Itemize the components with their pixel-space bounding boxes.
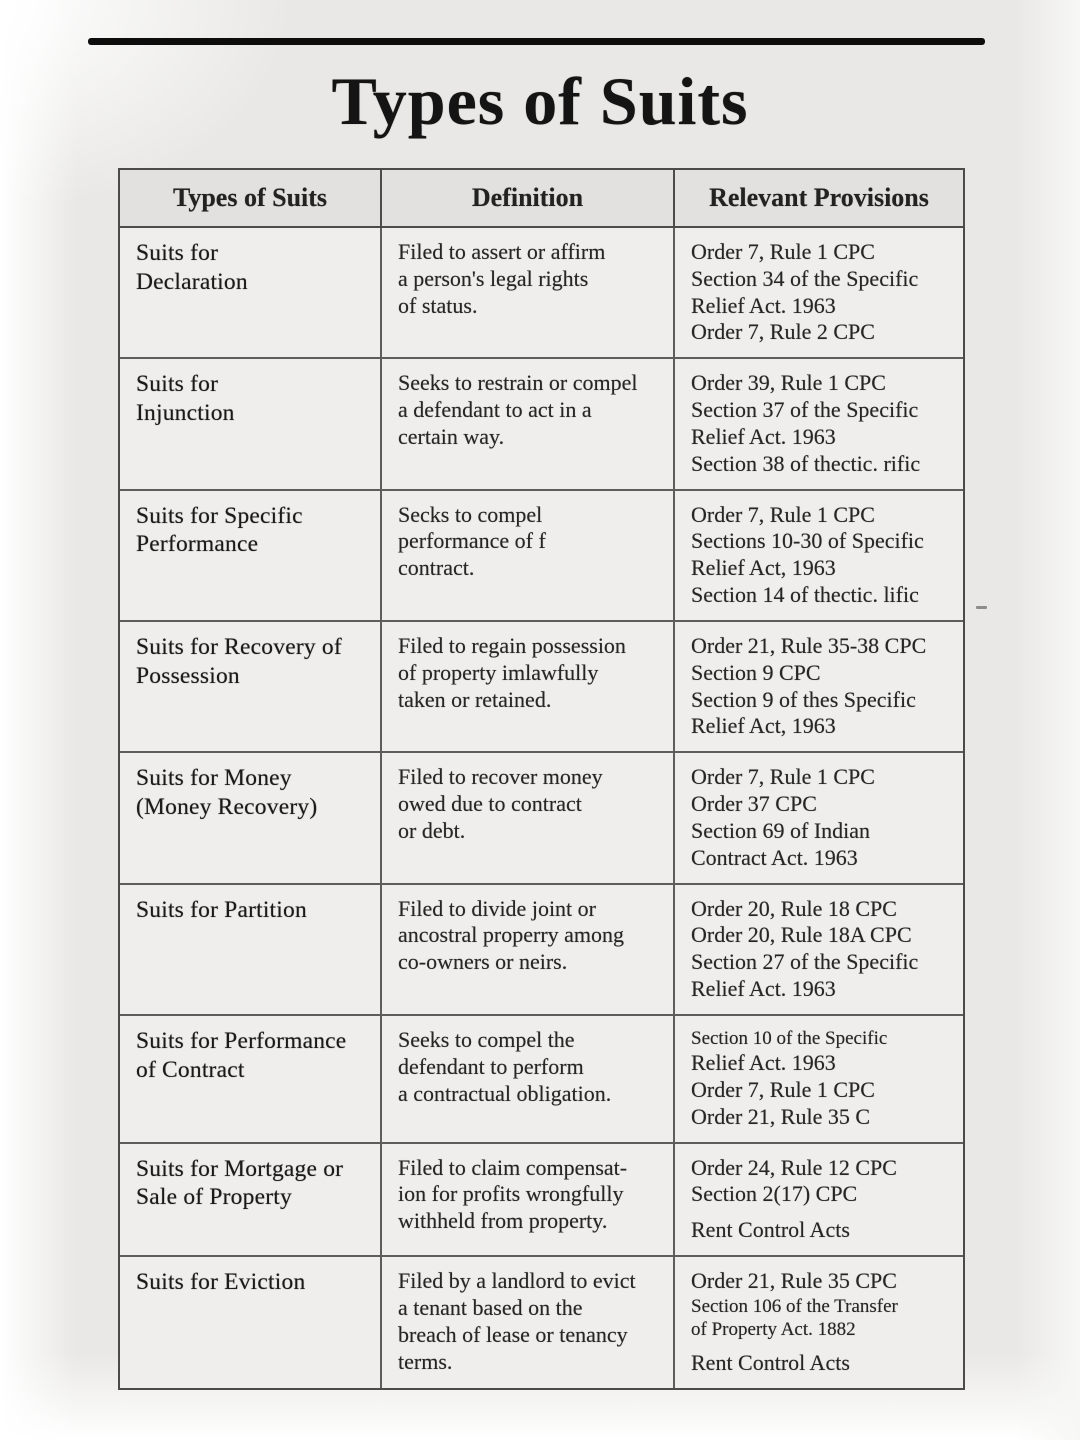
text-line: Filed by a landlord to evict	[398, 1268, 636, 1294]
text-line: ion for profits wrongfully	[398, 1181, 624, 1207]
text-line: Section 10 of the Specific	[691, 1027, 888, 1049]
text-line: Section 106 of the Transfer	[691, 1295, 898, 1317]
text-line: a tenant based on the	[398, 1294, 583, 1320]
text-line: Order 7, Rule 2 CPC	[691, 319, 875, 345]
table-row	[120, 491, 963, 622]
cell-type	[120, 1257, 382, 1388]
text-line: performance of f	[398, 528, 546, 554]
text-line: Contract Act. 1963	[691, 844, 858, 870]
text-line: Section 34 of the Specific	[691, 265, 919, 291]
column-header-types: Types of Suits	[120, 170, 382, 226]
cell-type	[120, 359, 382, 488]
text-line: Section 9 of thes Specific	[691, 686, 916, 712]
text-line: Order 21, Rule 35 C	[691, 1103, 871, 1129]
text-line: Relief Act. 1963	[691, 423, 836, 449]
text-line: Filed to assert or affirm	[398, 239, 606, 264]
text-line: Section 69 of Indian	[691, 817, 871, 843]
text-line: Injunction	[136, 399, 235, 426]
table-row	[120, 753, 963, 884]
cell-provisions	[675, 753, 963, 882]
text-line: Relief Act. 1963	[691, 292, 836, 318]
column-header-definition: Definition	[382, 170, 675, 226]
text-line: Seeks to restrain or compel	[398, 370, 638, 396]
cell-definition	[382, 885, 675, 1014]
cell-definition	[382, 1016, 675, 1142]
text-line: Filed to claim compensat-	[398, 1154, 628, 1180]
suits-table	[118, 168, 965, 1390]
cell-type	[120, 491, 382, 620]
text-line: Order 39, Rule 1 CPC	[691, 370, 886, 396]
top-rule	[88, 38, 985, 45]
text-line: Order 7, Rule 1 CPC	[691, 764, 875, 790]
cell-provisions	[675, 1257, 963, 1388]
text-line: Suits for Eviction	[136, 1269, 306, 1296]
text-line: breach of lease or tenancy	[398, 1321, 628, 1347]
text-line: Performance	[136, 531, 259, 558]
text-line: a contractual obligation.	[398, 1080, 612, 1106]
cell-provisions	[675, 885, 963, 1014]
text-line: contract.	[398, 555, 475, 581]
text-line: Order 24, Rule 12 CPC	[691, 1154, 897, 1180]
cell-type	[120, 885, 382, 1014]
table-row	[120, 1257, 963, 1388]
text-line: Order 21, Rule 35 CPC	[691, 1268, 897, 1294]
text-line: a defendant to act in a	[398, 397, 592, 423]
text-line: of Contract	[136, 1056, 245, 1083]
table-row	[120, 1144, 963, 1257]
text-line: Relief Act. 1963	[691, 1050, 836, 1076]
text-line: Filed to regain possession	[398, 632, 626, 658]
text-line: of status.	[398, 292, 478, 318]
text-line: a person's legal rights	[398, 265, 589, 291]
cell-provisions	[675, 1016, 963, 1142]
dash-artifact	[976, 606, 987, 609]
table-row	[120, 359, 963, 490]
text-line: owed due to contract	[398, 791, 582, 817]
text-line: taken or retained.	[398, 686, 552, 712]
cell-type	[120, 1144, 382, 1255]
text-line: Suits for	[136, 371, 219, 398]
table-header-row	[120, 170, 963, 228]
text-line: Relief Act, 1963	[691, 555, 836, 581]
text-line: Suits for	[136, 240, 219, 266]
cell-definition	[382, 622, 675, 751]
text-line: Sections 10-30 of Specific	[691, 528, 924, 554]
text-line: of Property Act. 1882	[691, 1319, 856, 1341]
cell-provisions	[675, 491, 963, 620]
page-title: Types of Suits	[331, 63, 749, 139]
table-row	[120, 622, 963, 753]
column-header-provisions: Relevant Provisions	[709, 183, 929, 212]
cell-type	[120, 622, 382, 751]
table-row	[120, 228, 963, 359]
cell-definition	[382, 228, 675, 357]
text-line: certain way.	[398, 423, 505, 449]
text-line: Suits for Money	[136, 765, 292, 792]
text-line: Sale of Property	[136, 1184, 292, 1211]
table-body	[120, 228, 963, 1388]
text-line: Suits for Mortgage or	[136, 1155, 344, 1182]
text-line: Section 9 CPC	[691, 659, 821, 685]
text-line: Relief Act. 1963	[691, 976, 836, 1002]
text-line: Order 20, Rule 18A CPC	[691, 922, 912, 948]
cell-definition	[382, 1144, 675, 1255]
text-line: Rent Control Acts	[691, 1350, 850, 1376]
text-line: withheld from property.	[398, 1208, 608, 1234]
text-line: Possession	[136, 662, 240, 689]
text-line: ancostral properry among	[398, 922, 625, 948]
text-line: or debt.	[398, 817, 466, 843]
text-line: Section 38 of thectic. rific	[691, 450, 921, 476]
cell-definition	[382, 1257, 675, 1388]
text-line: Order 7, Rule 1 CPC	[691, 1076, 875, 1102]
cell-definition	[382, 491, 675, 620]
text-line: Secks to compel	[398, 501, 543, 527]
text-line: Filed to recover money	[398, 764, 603, 790]
text-line: Suits for Specific	[136, 502, 303, 529]
text-line: Section 14 of thectic. lific	[691, 582, 919, 608]
text-line: defendant to perform	[398, 1053, 584, 1079]
cell-type	[120, 1016, 382, 1142]
text-line: Suits for Partition	[136, 896, 307, 923]
text-line: of property imlawfully	[398, 659, 599, 685]
cell-definition	[382, 359, 675, 488]
text-line: Order 7, Rule 1 CPC	[691, 239, 875, 264]
text-line: Section 37 of the Specific	[691, 397, 919, 423]
cell-provisions	[675, 228, 963, 357]
text-line: Section 2(17) CPC	[691, 1181, 858, 1207]
text-line: Seeks to compel the	[398, 1026, 575, 1052]
cell-provisions	[675, 1144, 963, 1255]
text-line: Section 27 of the Specific	[691, 949, 919, 975]
cell-type	[120, 228, 382, 357]
text-line: Order 21, Rule 35-38 CPC	[691, 632, 927, 658]
text-line: Relief Act, 1963	[691, 713, 836, 739]
cell-provisions	[675, 359, 963, 488]
table-row	[120, 1016, 963, 1144]
text-line: Order 20, Rule 18 CPC	[691, 895, 897, 921]
text-line: Order 37 CPC	[691, 791, 817, 817]
cell-provisions	[675, 622, 963, 751]
text-line: Suits for Performance	[136, 1027, 347, 1054]
text-line: co-owners or neirs.	[398, 949, 568, 975]
text-line: Order 7, Rule 1 CPC	[691, 501, 875, 527]
text-line: terms.	[398, 1348, 453, 1374]
text-line: (Money Recovery)	[136, 793, 318, 820]
text-line: Filed to divide joint or	[398, 895, 596, 921]
table-row	[120, 885, 963, 1016]
cell-definition	[382, 753, 675, 882]
text-line: Declaration	[136, 268, 248, 295]
text-line: Rent Control Acts	[691, 1217, 850, 1243]
cell-type	[120, 753, 382, 882]
text-line: Suits for Recovery of	[136, 633, 342, 660]
